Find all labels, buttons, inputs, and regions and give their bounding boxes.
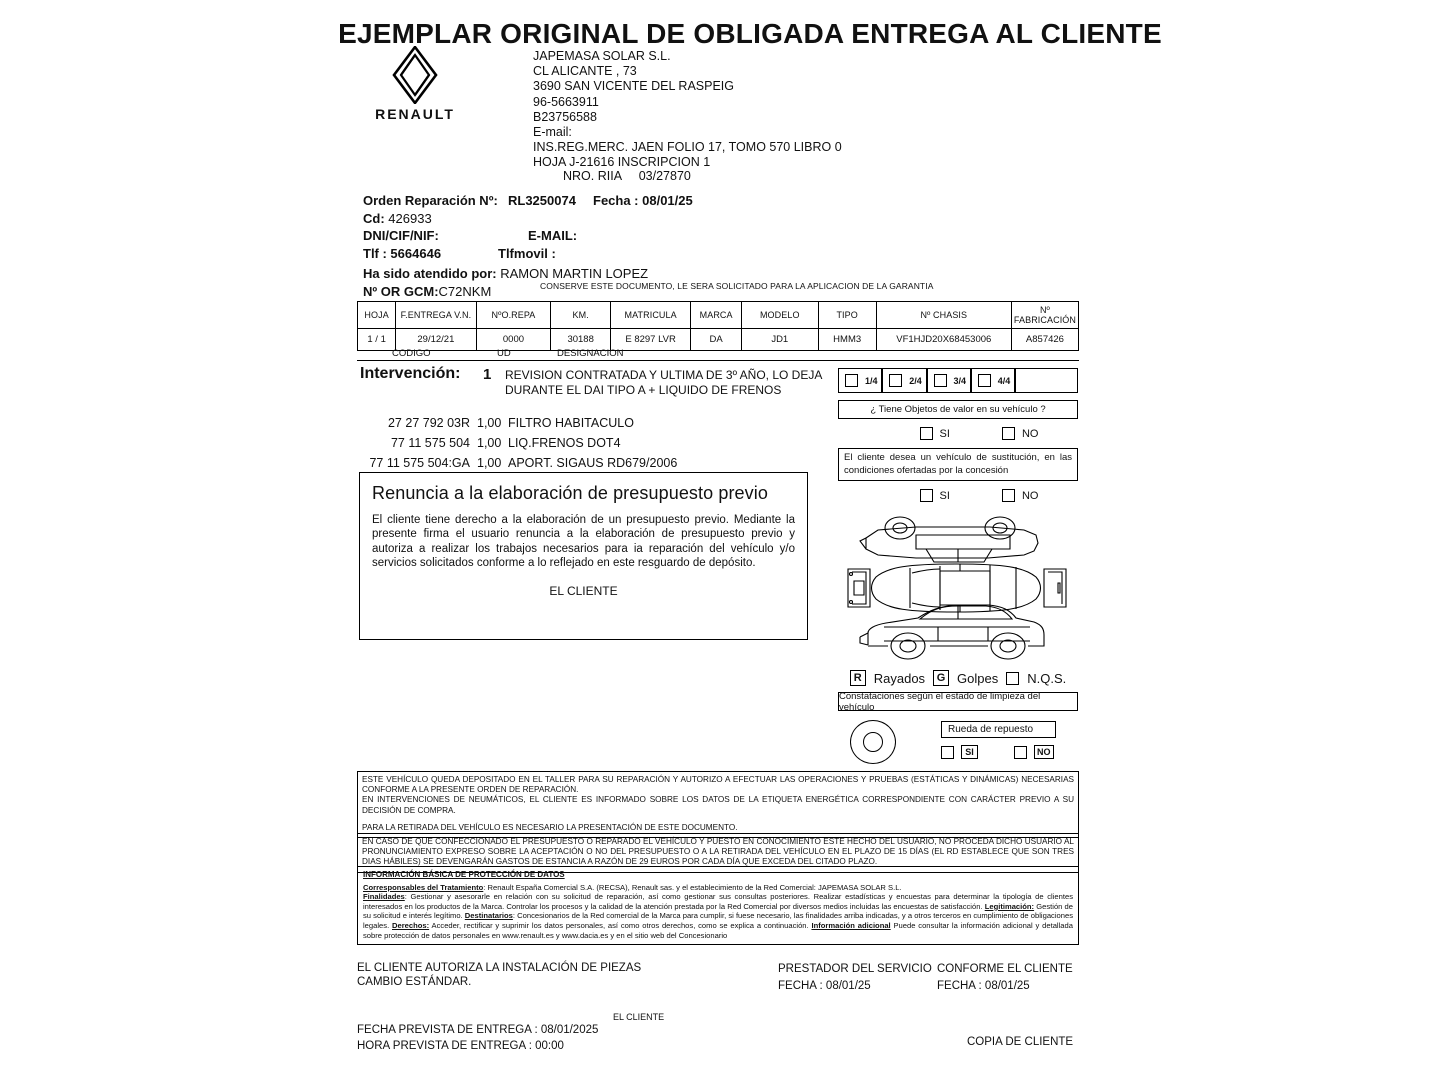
- fuel-quarter-2[interactable]: [882, 368, 926, 393]
- rueda-no-checkbox-icon[interactable]: [1014, 746, 1027, 759]
- checkbox-icon[interactable]: [934, 374, 947, 387]
- footer-conforme-label: CONFORME EL CLIENTE: [937, 963, 1073, 975]
- sustitucion-no-label: NO: [1021, 489, 1039, 502]
- objetos-valor-question: ¿ Tiene Objetos de valor en su vehículo ?: [838, 400, 1078, 419]
- company-registry-line2: HOJA J-21616 INSCRIPCION 1: [533, 155, 711, 170]
- conserve-note: CONSERVE ESTE DOCUMENTO, LE SERA SOLICITADO PARA LA APLICACION DE LA GARANTIA: [540, 281, 934, 291]
- golpes-label: Golpes: [957, 670, 999, 686]
- car-side-view: [860, 605, 1044, 659]
- tlf-label: Tlf : 5664646: [363, 245, 442, 261]
- table-row: [358, 329, 1079, 351]
- orden-value: RL3250074: [508, 193, 576, 208]
- th-chasis: Nº CHASIS: [876, 302, 1011, 329]
- sustitucion-si-label: SI: [939, 489, 950, 502]
- fuel-quarter-label: 1/4: [865, 375, 878, 386]
- checkbox-icon[interactable]: [845, 374, 858, 387]
- cd-label: Cd:: [363, 210, 385, 226]
- footer-hora-prevista: HORA PREVISTA DE ENTREGA : 00:00: [357, 1040, 564, 1052]
- part-designation: LIQ.FRENOS DOT4: [508, 436, 621, 450]
- brand-name: RENAULT: [375, 106, 455, 122]
- checkbox-icon[interactable]: [920, 489, 933, 502]
- company-phone: 96-5663911: [533, 94, 599, 109]
- cd-row: [363, 210, 693, 228]
- rueda-si-label: SI: [961, 745, 978, 759]
- footer-autoriza: [357, 961, 641, 989]
- col-ud: UD: [497, 348, 511, 359]
- golpes-tag-icon: G: [933, 670, 949, 686]
- footer-conforme: [937, 961, 1073, 995]
- renuncia-signature-label: EL CLIENTE: [549, 583, 618, 598]
- part-code: 77 11 575 504:GA: [369, 456, 470, 470]
- constataciones-text: Constataciones según el estado de limpieza del vehículo: [838, 692, 1078, 711]
- td-matricula: E 8297 LVR: [610, 329, 690, 351]
- car-underside-view: [860, 517, 1038, 562]
- atendido-label: Ha sido atendido por:: [363, 266, 497, 281]
- list-item: [360, 433, 830, 453]
- legal-deposit-block: [357, 771, 1079, 838]
- intervention-desc-line2: DURANTE EL DAI TIPO A + LIQUIDO DE FRENOS: [505, 382, 782, 397]
- objetos-valor-si-label: SI: [939, 427, 950, 440]
- cd-value: 426933: [388, 210, 432, 226]
- privacy-derechos-label: Derechos:: [392, 920, 430, 930]
- page-title: EJEMPLAR ORIGINAL DE OBLIGADA ENTREGA AL CLIENTE: [338, 18, 1162, 49]
- sustitucion-si[interactable]: [920, 489, 950, 502]
- footer-autoriza-line1: EL CLIENTE AUTORIZA LA INSTALACIÓN DE PIEZAS: [357, 962, 642, 974]
- privacy-finalidades-text: : Gestionar y asesorarle en relación con su solicitud de reparación, así como gestionar sus consultas posteriores. Realizar estadísticas y encuestas para determinar la tipología de clientes interesados en los productos de la Marca. Controlar los procesos y la calidad de la atención prestada por la Red Comercial por diversos medios incluidas las encuestas de satisfacción.: [363, 892, 1073, 911]
- vehicle-condition-panel: [838, 368, 1078, 502]
- part-code: 77 11 575 504: [390, 436, 470, 450]
- dni-email-row: [363, 227, 693, 245]
- privacy-destinatarios-text: : Concesionarios de la Red comercial de la Marca para cumplir, si fuese necesario, las finalidades arriba indicadas, y a otros terceros en cumplimiento de obligaciones legales.: [363, 911, 1073, 930]
- fuel-quarter-3[interactable]: [927, 368, 971, 393]
- objetos-valor-no-label: NO: [1021, 427, 1039, 440]
- td-chasis: VF1HJD20X68453006: [876, 329, 1011, 351]
- nqs-label: N.Q.S.: [1027, 670, 1067, 686]
- privacy-block: [357, 866, 1079, 945]
- th-norepa: NºO.REPA: [476, 302, 551, 329]
- legal-presupuesto-block: EN CASO DE QUE CONFECCIONADO EL PRESUPUESTO O REPARADO EL VEHÍCULO Y PUESTO EN CONOCIMIENTO ESTE HECHO DEL USUARIO, NO PROCEDA DICHO USUARIO AL PRONUNCIAMIENTO EXPRESO SOBRE LA ACEPTACIÓN O NO DEL PRESUPUESTO O A LA RETIRADA DEL VEHÍCULO EN EL PLAZO DE 15 DÍAS (EL RD ESTABLECE QUE SON TRES DIAS HÁBILES) SE DEVENGARÁN GASTOS DE ESTANCIA A RAZÓN DE 29 EUROS POR CADA DÍA QUE EXCEDA DEL CITADO PLAZO.: [357, 833, 1079, 873]
- th-matricula: MATRICULA: [610, 302, 690, 329]
- fuel-notes-field[interactable]: [1015, 368, 1078, 393]
- brand-logo: [355, 46, 475, 122]
- rueda-repuesto-options: [941, 745, 1054, 759]
- fuel-quarter-4[interactable]: [971, 368, 1015, 393]
- objetos-valor-si[interactable]: [920, 427, 950, 440]
- checkbox-icon[interactable]: [1002, 489, 1015, 502]
- privacy-legitimacion-label: Legitimación:: [984, 901, 1035, 911]
- part-ud: 1,00: [477, 456, 502, 470]
- fuel-level-row: [838, 368, 1078, 393]
- th-modelo: MODELO: [741, 302, 818, 329]
- footer-delivery: [357, 1022, 598, 1054]
- lines-divider: [357, 360, 1079, 361]
- telefono-row: [363, 245, 693, 263]
- th-fentrega: F.ENTREGA V.N.: [396, 302, 476, 329]
- rayados-label: Rayados: [873, 670, 926, 686]
- nqs-checkbox-icon[interactable]: [1006, 672, 1019, 685]
- td-norepa: 0000: [476, 329, 551, 351]
- part-designation: APORT. SIGAUS RD679/2006: [508, 456, 678, 470]
- intervention-description: [505, 368, 822, 397]
- privacy-finalidades: [363, 892, 1073, 940]
- fuel-quarter-label: 4/4: [997, 375, 1011, 386]
- intervention-desc-line1: REVISION CONTRATADA Y ULTIMA DE 3º AÑO, LO DEJA: [505, 368, 823, 382]
- damage-legend: [838, 670, 1078, 768]
- footer-prestador-label: PRESTADOR DEL SERVICIO: [778, 963, 932, 975]
- privacy-info-adicional-text: Puede consultar la información adicional y detallada sobre protección de datos personales en www.renault.es y www.dacia.es y en el sitio web del Concesionario: [363, 920, 1073, 940]
- tlfmovil-label: Tlfmovil :: [498, 245, 556, 261]
- orden-label: Orden Reparación Nº:: [363, 193, 498, 208]
- riia-value: 03/27870: [638, 169, 691, 183]
- table-header-row: [358, 302, 1079, 329]
- company-cif: B23756588: [533, 109, 597, 124]
- privacy-legitimacion-text: Gestión de su solicitud e interés legítimo.: [363, 901, 1073, 921]
- footer-autoriza-line2: CAMBIO ESTÁNDAR.: [357, 976, 472, 988]
- legal-paragraph-1: ESTE VEHÍCULO QUEDA DEPOSITADO EN EL TALLER PARA SU REPARACIÓN Y AUTORIZO A EFECTUAR LAS OPERACIONES Y PRUEBAS (ESTÁTICAS Y DINÁMICAS) NECESARIAS CONFORME A LA PRESENTE ORDEN DE REPARACIÓN.: [362, 775, 1074, 795]
- car-views-icon[interactable]: [838, 505, 1078, 665]
- rayados-tag-icon: R: [850, 670, 866, 686]
- intervention-qty: 1: [483, 366, 492, 383]
- th-km: KM.: [551, 302, 611, 329]
- privacy-info-adicional-label: Información adicional: [811, 920, 891, 930]
- checkbox-icon[interactable]: [889, 374, 902, 387]
- orden-fecha: Fecha : 08/01/25: [593, 193, 693, 208]
- th-fabricacion: Nº FABRICACIÓN: [1011, 302, 1078, 329]
- vehiculo-sustitucion-options: [838, 489, 1078, 502]
- company-registry-line1: INS.REG.MERC. JAEN FOLIO 17, TOMO 570 LIBRO 0: [533, 140, 842, 155]
- rueda-repuesto-label: Rueda de repuesto: [941, 721, 1056, 738]
- footer-fecha-prevista: FECHA PREVISTA DE ENTREGA : 08/01/2025: [357, 1024, 599, 1036]
- footer-copia-cliente: COPIA DE CLIENTE: [967, 1036, 1074, 1048]
- footer-prestador-fecha: FECHA : 08/01/25: [778, 980, 871, 992]
- parts-list: [360, 413, 830, 473]
- footer-el-cliente: EL CLIENTE: [613, 1012, 665, 1022]
- company-name: JAPEMASA SOLAR S.L.: [533, 49, 671, 63]
- intervention-label: Intervención:: [360, 365, 461, 382]
- td-fabricacion: A857426: [1011, 329, 1078, 351]
- atendido-row: [363, 265, 693, 283]
- part-ud: 1,00: [477, 436, 502, 450]
- spare-wheel-section: [838, 720, 1078, 768]
- list-item: [360, 453, 830, 473]
- atendido-value: RAMON MARTIN LOPEZ: [500, 266, 649, 281]
- objetos-valor-no[interactable]: [1002, 427, 1039, 440]
- footer-prestador: [778, 961, 932, 995]
- td-km: 30188: [551, 329, 611, 351]
- privacy-corresponsables-text: : Renault España Comercial S.A. (RECSA), Renault sas. y el establecimiento de la Red Comercial: JAPEMASA SOLAR S.L.: [483, 882, 902, 892]
- rueda-no-label: NO: [1034, 745, 1054, 759]
- td-modelo: JD1: [741, 329, 818, 351]
- sustitucion-no[interactable]: [1002, 489, 1039, 502]
- td-fentrega: 29/12/21: [396, 329, 476, 351]
- th-marca: MARCA: [691, 302, 742, 329]
- privacy-corresponsables: [363, 883, 1073, 893]
- th-hoja: HOJA: [358, 302, 396, 329]
- renault-diamond-icon: [392, 46, 438, 104]
- company-street: CL ALICANTE , 73: [533, 64, 637, 79]
- vehicle-damage-diagram[interactable]: [838, 505, 1078, 665]
- privacy-corresponsables-label: Corresponsables del Tratamiento: [363, 882, 484, 892]
- checkbox-icon[interactable]: [1002, 427, 1015, 440]
- orgcm-label: Nº OR GCM:: [363, 283, 439, 299]
- vehicle-table: [357, 301, 1079, 351]
- privacy-finalidades-label: Finalidades: [363, 892, 405, 902]
- company-email-label: E-mail:: [533, 125, 572, 140]
- dni-label: DNI/CIF/NIF:: [363, 228, 439, 243]
- renuncia-heading: Renuncia a la elaboración de presupuesto previo: [372, 483, 768, 503]
- company-city: 3690 SAN VICENTE DEL RASPEIG: [533, 79, 735, 94]
- td-hoja: 1 / 1: [358, 329, 396, 351]
- company-address: [533, 49, 842, 171]
- privacy-destinatarios-label: Destinatarios: [464, 911, 513, 921]
- list-item: [360, 413, 830, 433]
- col-codigo: CODIGO: [392, 348, 431, 359]
- part-ud: 1,00: [477, 416, 502, 430]
- objetos-valor-options: [838, 427, 1078, 440]
- col-designacion: DESIGNACION: [557, 348, 624, 359]
- renuncia-box: [359, 472, 808, 640]
- fuel-quarter-label: 3/4: [953, 375, 967, 386]
- checkbox-icon[interactable]: [920, 427, 933, 440]
- td-marca: DA: [691, 329, 742, 351]
- wheel-icon: [850, 720, 896, 764]
- legend-row: [838, 670, 1078, 686]
- legal-paragraph-3: PARA LA RETIRADA DEL VEHÍCULO ES NECESARIO LA PRESENTACIÓN DE ESTE DOCUMENTO.: [362, 822, 738, 832]
- privacy-title: INFORMACIÓN BÁSICA DE PROTECCIÓN DE DATOS: [363, 870, 565, 879]
- part-code: 27 27 792 03R: [387, 416, 470, 430]
- rueda-si-checkbox-icon[interactable]: [941, 746, 954, 759]
- td-tipo: HMM3: [818, 329, 876, 351]
- part-designation: FILTRO HABITACULO: [508, 416, 634, 430]
- orden-reparacion-row: [363, 192, 693, 210]
- orgcm-value: C72NKM: [438, 283, 492, 299]
- legal-paragraph-2: EN INTERVENCIONES DE NEUMÁTICOS, EL CLIENTE ES INFORMADO SOBRE LOS DATOS DE LA ETIQUETA ENERGÉTICA CORRESPONDIENTE CON CARÁCTER PREVIO A SU DECISIÓN DE COMPRA.: [362, 795, 1074, 815]
- email-label: E-MAIL:: [528, 228, 578, 243]
- vehiculo-sustitucion-text: El cliente desea un vehículo de sustitución, en las condiciones ofertadas por la concesión: [838, 448, 1078, 481]
- riia-label: NRO. RIIA: [563, 169, 622, 183]
- privacy-derechos-text: Acceder, rectificar y suprimir los datos personales, así como otros derechos, como se explica a continuación.: [429, 920, 812, 930]
- footer-conforme-fecha: FECHA : 08/01/25: [937, 980, 1030, 992]
- fuel-quarter-label: 2/4: [909, 375, 922, 386]
- th-tipo: TIPO: [818, 302, 876, 329]
- riia-number: [563, 169, 691, 183]
- fuel-quarter-1[interactable]: [838, 368, 882, 393]
- checkbox-icon[interactable]: [978, 374, 991, 387]
- renuncia-body: El cliente tiene derecho a la elaboración de un presupuesto previo. Mediante la presente firma el usuario renuncia a la elaboración de presupuesto previo y autoriza a realizar los trabajos necesarios para ia reparación del vehículo y/o servicios solicitados conforme a lo reflejado en este resguardo de depósito.: [372, 514, 795, 570]
